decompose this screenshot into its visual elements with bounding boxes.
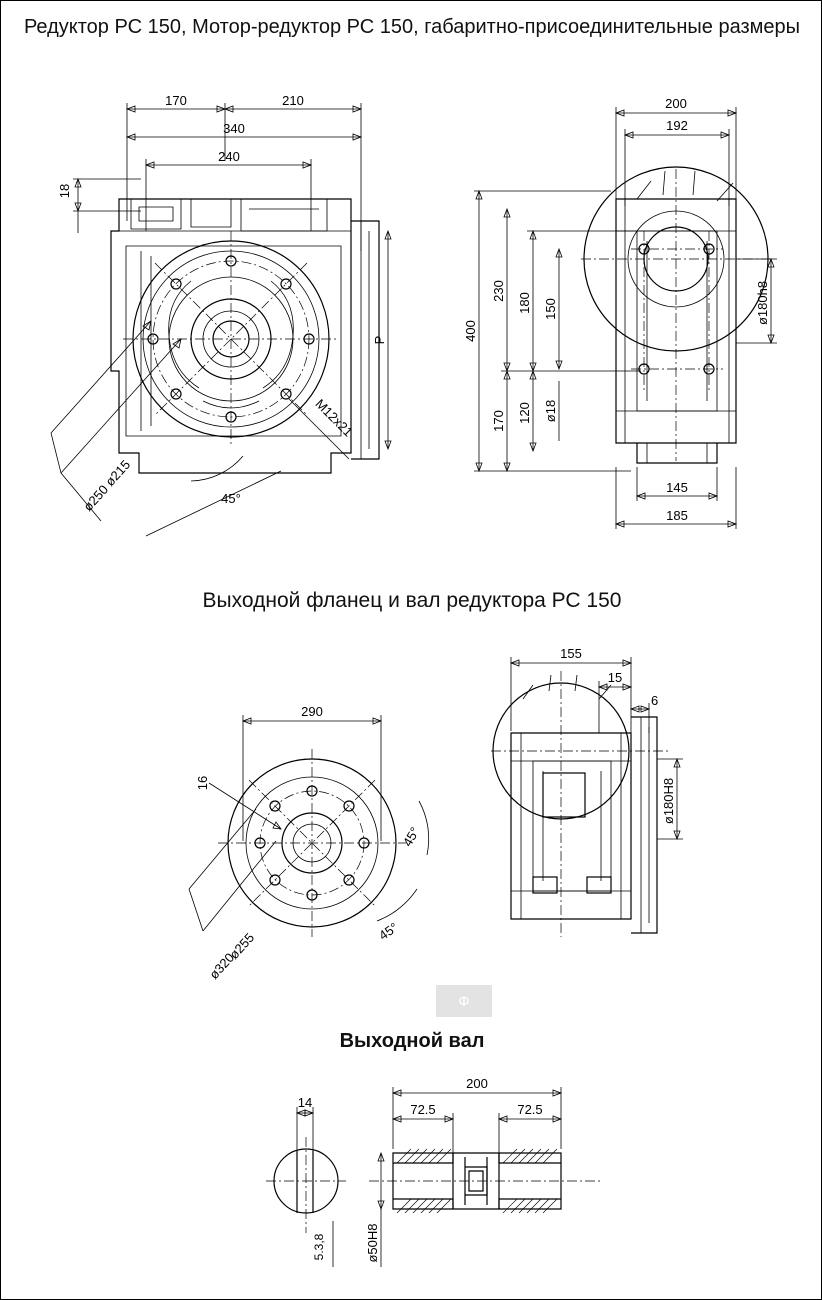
dim-18: 18 [57,183,72,199]
dim-72-5-left: 72.5 [410,1102,436,1117]
dim-d255: ø255 [226,929,258,963]
dim-340: 340 [223,121,245,136]
dim-155: 155 [560,646,582,661]
gearbox-side-view-dimensions [441,81,801,561]
dim-145: 145 [666,480,688,495]
phi-badge: Ф [436,985,492,1017]
dim-180: 180 [517,292,532,314]
dim-150: 150 [543,298,558,320]
dim-170: 170 [491,410,506,432]
label-M12x21: M12x21 [312,396,356,440]
dim-200: 200 [466,1076,488,1091]
dim-185: 185 [666,508,688,523]
dim-d18: ø18 [543,399,558,423]
dim-240: 240 [218,149,240,164]
dim-290: 290 [301,704,323,719]
output-flange-side-view [471,641,751,951]
dim-230: 230 [491,280,506,302]
dim-d320: ø320 [206,949,238,983]
dim-72-5-right: 72.5 [517,1102,543,1117]
dim-45deg-right: 45° [399,824,423,850]
dim-400: 400 [463,320,478,342]
dim-192: 192 [666,118,688,133]
page-title: Редуктор РС 150, Мотор-редуктор РС 150, габаритно-присоединительные размеры [23,16,801,38]
dim-d215: ø215 [102,456,134,490]
dim-53-8: 5.3,8 [312,1233,326,1261]
dim-120: 120 [517,402,532,424]
section-title-flange-shaft: Выходной фланец и вал редуктора РС 150 [202,589,622,612]
dim-P: P [372,335,387,345]
dim-15: 15 [607,670,623,685]
dim-6: 6 [651,693,659,708]
dim-16: 16 [195,775,210,791]
dim-170: 170 [165,93,187,108]
dim-45deg-lower: 45° [376,919,401,944]
dim-14: 14 [297,1095,313,1110]
output-flange-face-view [171,691,471,991]
dim-d250: ø250 [80,481,112,515]
dim-45deg: 45° [221,491,241,506]
dim-210: 210 [282,93,304,108]
output-shaft-section-view [241,1071,621,1281]
dim-d180h8: ø180h8 [755,280,770,326]
section-title-output-shaft: Выходной вал [339,1030,485,1052]
dim-d50H8: ø50H8 [365,1223,380,1263]
dim-d180H8: ø180H8 [661,777,676,825]
dim-200: 200 [665,96,687,111]
gearbox-front-view-dimensions [31,81,411,561]
